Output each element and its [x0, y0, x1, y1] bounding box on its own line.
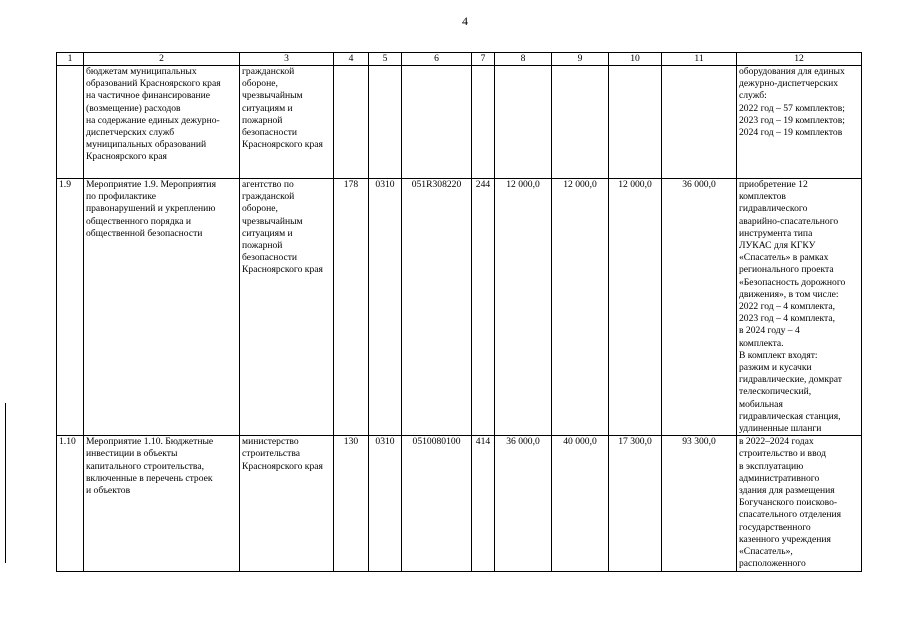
- expected-result-cell: в 2022–2024 годах строительство и ввод в эксплуатацию административного здания для размещения Богучанского поисково- спасательного отделения государственного казенного учреждения «Спасатель», расположенного: [737, 436, 862, 571]
- expected-result-cell: оборудования для единых дежурно-диспетчерских служб: 2022 год – 57 комплектов; 2023 год – 19 комплектов; 2024 год – 19 комплектов: [737, 66, 862, 179]
- column-header: 1: [57, 53, 84, 66]
- amount-2022-cell: 12 000,0: [495, 179, 552, 436]
- section-code-cell: 0310: [369, 179, 402, 436]
- column-header: 4: [334, 53, 369, 66]
- amount-2022-cell: [495, 66, 552, 179]
- program-measures-table: [56, 52, 862, 572]
- table-header-row: [57, 53, 862, 66]
- row-number-cell: 1.10: [57, 436, 84, 571]
- amount-2023-cell: [552, 66, 609, 179]
- row-number-cell: [57, 66, 84, 179]
- section-code-cell: 0310: [369, 436, 402, 571]
- row-number-cell: 1.9: [57, 179, 84, 436]
- amount-2024-cell: 17 300,0: [609, 436, 662, 571]
- measure-name-cell: Мероприятие 1.10. Бюджетные инвестиции в объекты капитального строительства, включенные в перечень строек и объектов: [84, 436, 240, 571]
- expense-type-cell: 414: [472, 436, 495, 571]
- column-header: 8: [495, 53, 552, 66]
- column-header: 11: [662, 53, 737, 66]
- column-header: 12: [737, 53, 862, 66]
- column-header: 10: [609, 53, 662, 66]
- expected-result-cell: приобретение 12 комплектов гидравлического аварийно-спасательного инструмента типа ЛУКАС для КГКУ «Спасатель» в рамках регионального проекта «Безопасность дорожного движения», в том числе: 2022 год – 4 комплекта, 2023 год – 4 комплекта, в 2024 году – 4 комплекта. В комплект входят: разжим и кусачки гидравлические, домкрат телескопический, мобильная гидравлическая станция, удлиненные шланги: [737, 179, 862, 436]
- amount-total-cell: [662, 66, 737, 179]
- page-number: 4: [462, 14, 468, 28]
- measure-name-cell: бюджетам муниципальных образований Красноярского края на частичное финансирование (возмещение) расходов на содержание единых дежурно- диспетчерских служб муниципальных образований Красноярского края: [84, 66, 240, 179]
- grbs-code-cell: 130: [334, 436, 369, 571]
- column-header: 7: [472, 53, 495, 66]
- executor-cell: гражданской обороне, чрезвычайным ситуациям и пожарной безопасности Красноярского края: [240, 66, 334, 179]
- column-header: 2: [84, 53, 240, 66]
- executor-cell: агентство по гражданской обороне, чрезвычайным ситуациям и пожарной безопасности Красноярского края: [240, 179, 334, 436]
- expense-type-cell: [472, 66, 495, 179]
- column-header: 3: [240, 53, 334, 66]
- grbs-code-cell: [334, 66, 369, 179]
- target-article-cell: 0510080100: [402, 436, 472, 571]
- table-row: [57, 179, 862, 436]
- column-header: 5: [369, 53, 402, 66]
- amount-2023-cell: 12 000,0: [552, 179, 609, 436]
- target-article-cell: 051R308220: [402, 179, 472, 436]
- amount-total-cell: 36 000,0: [662, 179, 737, 436]
- executor-cell: министерство строительства Красноярского края: [240, 436, 334, 571]
- column-header: 9: [552, 53, 609, 66]
- amount-total-cell: 93 300,0: [662, 436, 737, 571]
- target-article-cell: [402, 66, 472, 179]
- margin-rule: [5, 403, 6, 563]
- grbs-code-cell: 178: [334, 179, 369, 436]
- section-code-cell: [369, 66, 402, 179]
- table-row: [57, 436, 862, 571]
- amount-2024-cell: 12 000,0: [609, 179, 662, 436]
- column-header: 6: [402, 53, 472, 66]
- amount-2024-cell: [609, 66, 662, 179]
- amount-2023-cell: 40 000,0: [552, 436, 609, 571]
- amount-2022-cell: 36 000,0: [495, 436, 552, 571]
- measure-name-cell: Мероприятие 1.9. Мероприятия по профилактике правонарушений и укреплению общественного порядка и общественной безопасности: [84, 179, 240, 436]
- expense-type-cell: 244: [472, 179, 495, 436]
- table-row: [57, 66, 862, 179]
